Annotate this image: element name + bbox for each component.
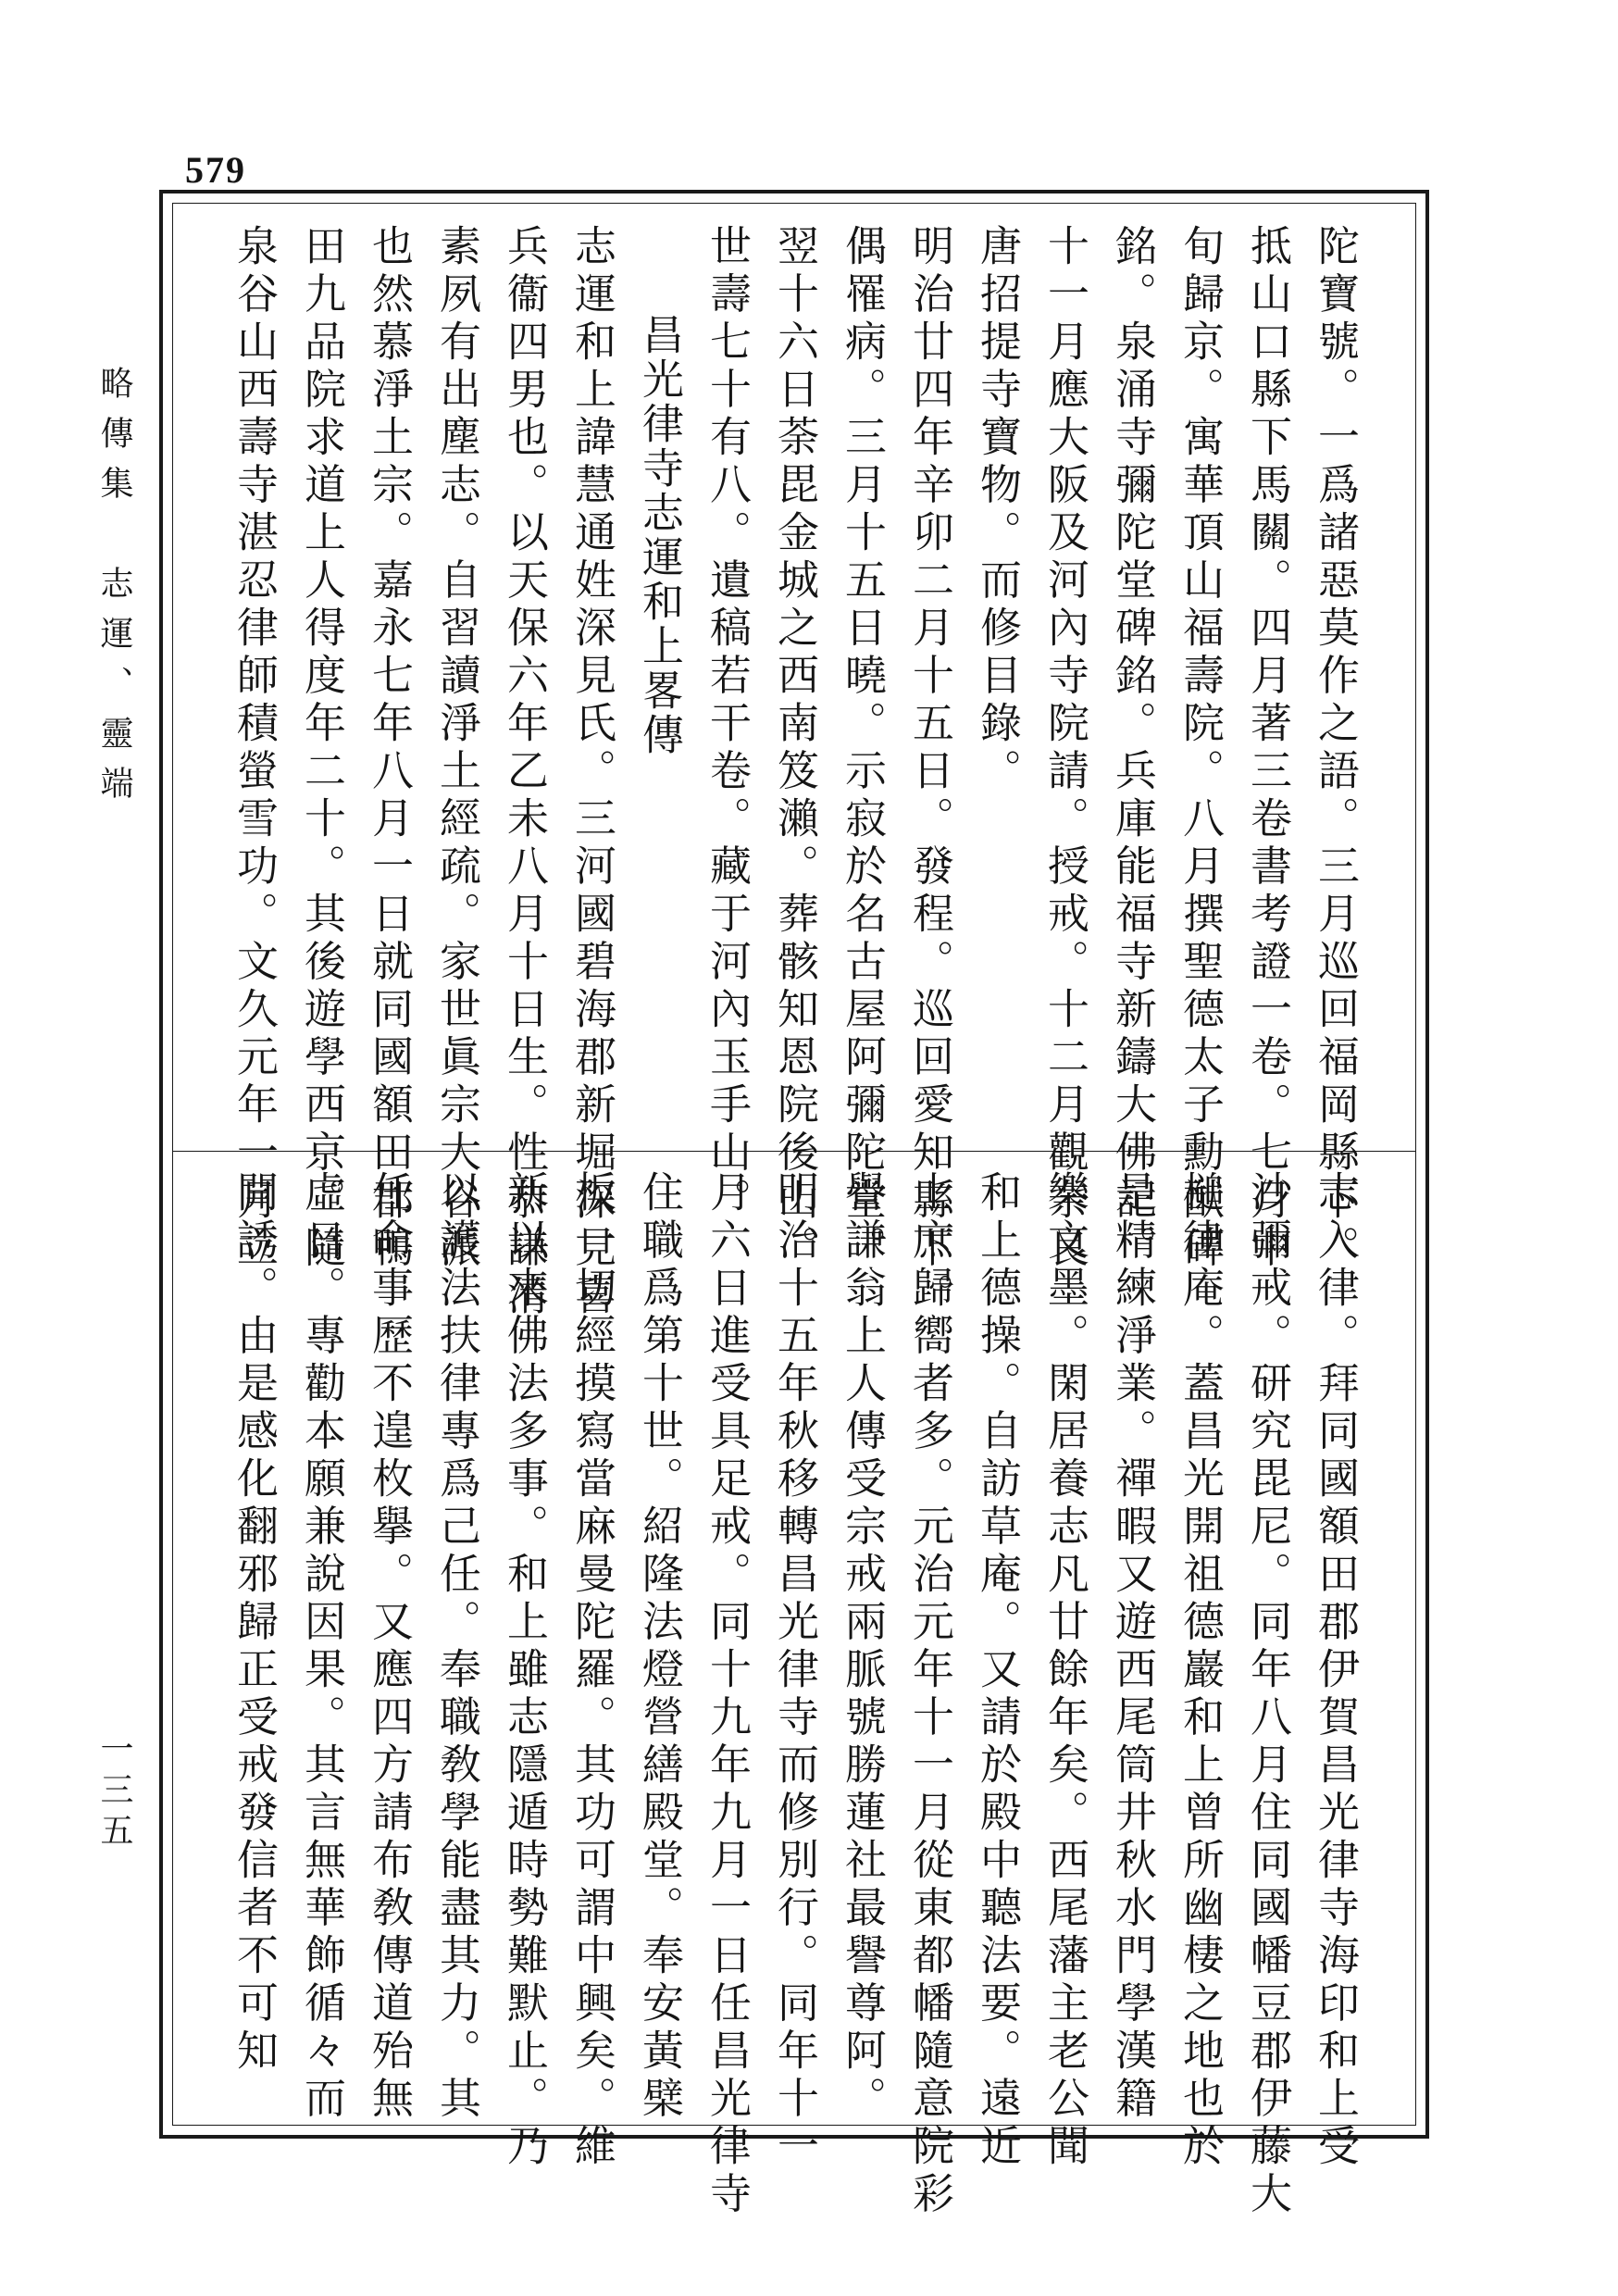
lower-text-column: 士庶歸嚮者多。元治元年十一月從東都幡隨意院彩	[905, 1170, 954, 2219]
lower-text-column: 以護法扶律專爲己任。奉職敎學能盡其力。其	[432, 1170, 481, 2124]
running-header-title: 略傳集 志運、靈端	[95, 366, 133, 816]
upper-text-column: 抵山口縣下馬關。四月著三卷書考證一卷。七月中	[1243, 224, 1292, 1273]
upper-text-column: 十一月應大阪及河內寺院請。授戒。十二月觀奈良	[1040, 224, 1089, 1273]
lower-text-column: 樂文墨。閑居養志凡廿餘年矣。西尾藩主老公聞	[1040, 1170, 1089, 2172]
upper-text-column: 唐招提寺寶物。而修目錄。	[973, 224, 1022, 796]
upper-text-column: 旬歸京。寓華頂山福壽院。八月撰聖德太子勳猷碑	[1176, 224, 1225, 1273]
upper-text-column: 兵衞四男也。以天保六年乙未八月十日生。性恭謙清	[500, 224, 549, 1321]
lower-text-column: 開誘。由是感化翻邪歸正受戒發信者不可知	[230, 1170, 279, 2077]
lower-text-column: 板一切經摸寫當麻曼陀羅。其功可謂中興矣。維	[567, 1170, 616, 2172]
upper-text-column: 世壽七十有八。遺稿若干卷。藏于河內玉手山。	[703, 224, 752, 1226]
upper-text-column: 田九品院求道上人得度年二十。其後遊學西京。隨	[297, 224, 346, 1273]
lower-text-column: 和上德操。自訪草庵。又請於殿中聽法要。遠近	[973, 1170, 1022, 2172]
lower-text-column: 志入律。拜同國額田郡伊賀昌光律寺海印和上受	[1311, 1170, 1360, 2172]
lower-text-column: 明治十五年秋移轉昌光律寺而修別行。同年十一	[770, 1170, 819, 2172]
upper-text-column: 偶罹病。三月十五日曉。示寂於名古屋阿彌陀堂。	[838, 224, 887, 1273]
upper-text-column: 素夙有出塵志。自習讀淨土經疏。家世眞宗大谷派	[432, 224, 481, 1273]
lower-text-column: 住職爲第十世。紹隆法燈營繕殿堂。奉安黃檗	[635, 1170, 684, 2124]
upper-text-column: 也然慕淨土宗。嘉永七年八月一日就同國額田郡鴨	[365, 224, 414, 1273]
biography-heading: 昌光律寺志運和上畧傳	[635, 313, 684, 757]
lower-text-column: 新以來佛法多事。和上雖志隱遁時勢難默止。乃	[500, 1170, 549, 2172]
lower-text-column: 任命事歷不遑枚擧。又應四方請布敎傳道殆無	[365, 1170, 414, 2124]
upper-text-column: 翌十六日荼毘金城之西南笈瀨。葬骸知恩院後山。	[770, 224, 819, 1273]
lower-text-column: 月六日進受具足戒。同十九年九月一日任昌光律寺	[703, 1170, 752, 2219]
upper-text-column: 陀寶號。一爲諸惡莫作之語。三月巡回福岡縣下。	[1311, 224, 1360, 1273]
upper-text-column: 泉谷山西壽寺湛忍律師積螢雪功。文久元年一月立	[230, 224, 279, 1273]
folio-number: 一三五	[95, 1731, 133, 1853]
lower-text-column: 沙彌戒。研究毘尼。同年八月住同國幡豆郡伊藤大	[1243, 1170, 1292, 2219]
lower-text-column: 槌律庵。蓋昌光開祖德巖和上曾所幽棲之地也於	[1176, 1170, 1225, 2172]
lower-text-column: 譽謙翁上人傳受宗戒兩脈號勝蓮社最譽尊阿。	[838, 1170, 887, 2124]
lower-text-column: 虛日。專勸本願兼說因果。其言無華飾循々而	[297, 1170, 346, 2124]
upper-text-column: 明治廿四年辛卯二月十五日。發程。巡回愛知縣下。	[905, 224, 954, 1321]
page-number: 579	[185, 149, 246, 191]
upper-text-column: 銘。泉涌寺彌陀堂碑銘。兵庫能福寺新鑄大佛記。	[1108, 224, 1157, 1273]
lower-text-column: 是精練淨業。禪暇又遊西尾筒井秋水門學漢籍	[1108, 1170, 1157, 2124]
upper-text-column: 志運和上諱慧通姓深見氏。三河國碧海郡新堀深見喜	[567, 224, 616, 1321]
